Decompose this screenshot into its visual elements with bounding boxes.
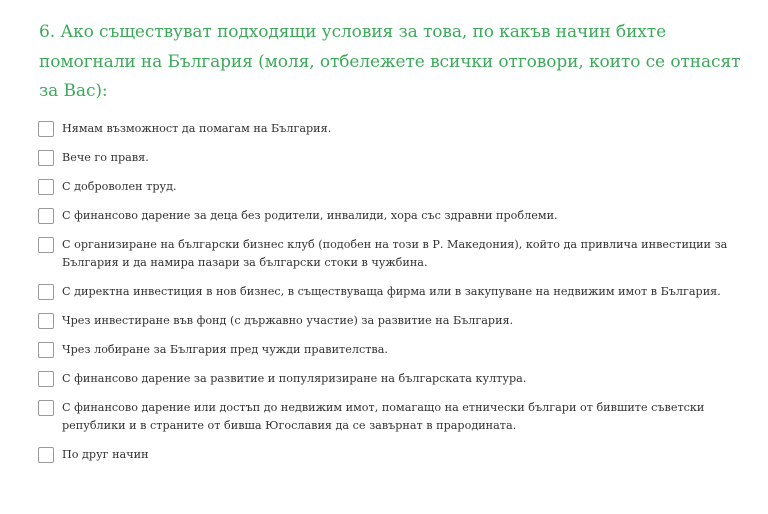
option-checkbox[interactable] [38, 342, 54, 358]
option-label[interactable]: По друг начин [62, 448, 149, 461]
option-label[interactable]: Вече го правя. [62, 151, 149, 164]
option-item[interactable] [38, 236, 758, 272]
option-label[interactable]: С директна инвестиция в нов бизнес, в съществуваща фирма или в закупуване на недвижим имот в България. [62, 285, 721, 298]
option-checkbox[interactable] [38, 400, 54, 416]
option-item[interactable] [38, 399, 758, 435]
option-label[interactable]: Нямам възможност да помагам на България. [62, 122, 332, 135]
option-label[interactable]: С организиране на български бизнес клуб (подобен на този в Р. Македония), който да привлича инвестиции за България и да намира пазари за български стоки в чужбина. [62, 238, 728, 269]
option-checkbox[interactable] [38, 121, 54, 137]
option-item[interactable] [38, 370, 758, 388]
option-label[interactable]: С финансово дарение или достъп до недвижим имот, помагащо на етнически българи от бившите съветски републики и в страните от бивша Югославия да се завърнат в прародината. [62, 401, 705, 432]
option-label[interactable]: Чрез лобиране за България пред чужди правителства. [62, 343, 388, 356]
option-label[interactable]: Чрез инвестиране във фонд (с държавно участие) за развитие на България. [62, 314, 514, 327]
option-label[interactable]: С финансово дарение за деца без родители, инвалиди, хора със здравни проблеми. [62, 209, 558, 222]
option-item[interactable] [38, 178, 758, 196]
option-item[interactable] [38, 120, 758, 138]
option-checkbox[interactable] [38, 208, 54, 224]
option-checkbox[interactable] [38, 313, 54, 329]
option-checkbox[interactable] [38, 447, 54, 463]
option-checkbox[interactable] [38, 371, 54, 387]
option-item[interactable] [38, 207, 758, 225]
options-list [38, 120, 758, 475]
option-item[interactable] [38, 149, 758, 167]
option-checkbox[interactable] [38, 150, 54, 166]
option-checkbox[interactable] [38, 179, 54, 195]
option-item[interactable] [38, 312, 758, 330]
option-label[interactable]: С доброволен труд. [62, 180, 177, 193]
option-item[interactable] [38, 283, 758, 301]
option-item[interactable] [38, 341, 758, 359]
option-label[interactable]: С финансово дарение за развитие и популяризиране на българската култура. [62, 372, 527, 385]
option-checkbox[interactable] [38, 237, 54, 253]
option-item[interactable] [38, 446, 758, 464]
question-title: 6. Ако съществуват подходящи условия за това, по какъв начин бихте помогнали на България (моля, отбележете всички отговори, които се отнасят за Вас): [39, 22, 741, 101]
option-checkbox[interactable] [38, 284, 54, 300]
